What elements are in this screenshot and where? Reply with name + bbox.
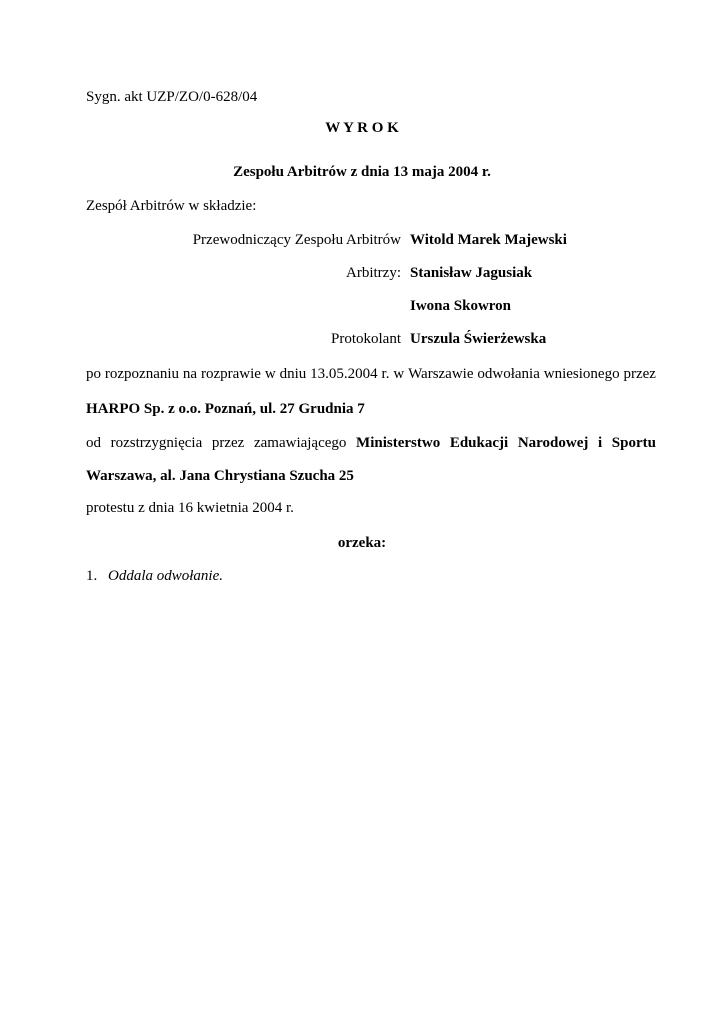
hearing-word: w xyxy=(264,366,276,382)
ruling-item-number: 1. xyxy=(86,568,98,584)
hearing-word: r. xyxy=(381,366,390,382)
hearing-word: w xyxy=(393,366,405,382)
hearing-word: dniu xyxy=(279,366,307,382)
awarding-entity-word: Narodowej xyxy=(517,435,589,451)
document-subtitle: Zespołu Arbitrów z dnia 13 maja 2004 r. xyxy=(233,164,491,180)
chair-label: Przewodniczący Zespołu Arbitrów xyxy=(192,232,401,248)
clerk-name: Urszula Świerżewska xyxy=(410,331,547,347)
awarding-entity-address: Warszawa, al. Jana Chrystiana Szucha 25 xyxy=(86,468,354,484)
hearing-word: przez xyxy=(623,366,656,382)
awarding-word: zamawiającego xyxy=(253,435,347,451)
hearing-word: rozprawie xyxy=(200,366,261,382)
hearing-word: wniesionego xyxy=(543,366,620,382)
awarding-entity-line xyxy=(86,434,656,452)
document-title: W Y R O K xyxy=(325,120,399,136)
clerk-label: Protokolant xyxy=(331,331,401,347)
hearing-word: Warszawie xyxy=(408,366,474,382)
awarding-entity-word: Ministerstwo xyxy=(356,435,441,451)
hearing-word: na xyxy=(182,366,198,382)
awarding-word: od xyxy=(86,435,101,451)
chair-name: Witold Marek Majewski xyxy=(410,232,567,248)
hearing-word: po xyxy=(86,366,101,382)
hearing-word: odwołania xyxy=(477,366,540,382)
hearing-word: 13.05.2004 xyxy=(310,366,378,382)
arbiter-name-2: Iwona Skowron xyxy=(410,298,512,314)
arbiters-label: Arbitrzy: xyxy=(346,265,401,281)
ruling-item-text: Oddala odwołanie. xyxy=(108,568,223,584)
awarding-entity-word: Sportu xyxy=(611,435,656,451)
arbiter-name-1: Stanisław Jagusiak xyxy=(410,265,533,281)
panel-intro: Zespół Arbitrów w składzie: xyxy=(86,198,257,214)
awarding-entity-word: i xyxy=(597,435,603,451)
protest-line: protestu z dnia 16 kwietnia 2004 r. xyxy=(86,500,294,516)
awarding-entity-word: Edukacji xyxy=(449,435,509,451)
hearing-word: rozpoznaniu xyxy=(104,366,180,382)
case-number: Sygn. akt UZP/ZO/0-628/04 xyxy=(86,89,258,105)
appellant: HARPO Sp. z o.o. Poznań, ul. 27 Grudnia 7 xyxy=(86,401,365,417)
hearing-line xyxy=(86,365,656,383)
awarding-word: rozstrzygnięcia xyxy=(110,435,203,451)
ruling-heading: orzeka: xyxy=(337,535,387,551)
awarding-word: przez xyxy=(211,435,245,451)
